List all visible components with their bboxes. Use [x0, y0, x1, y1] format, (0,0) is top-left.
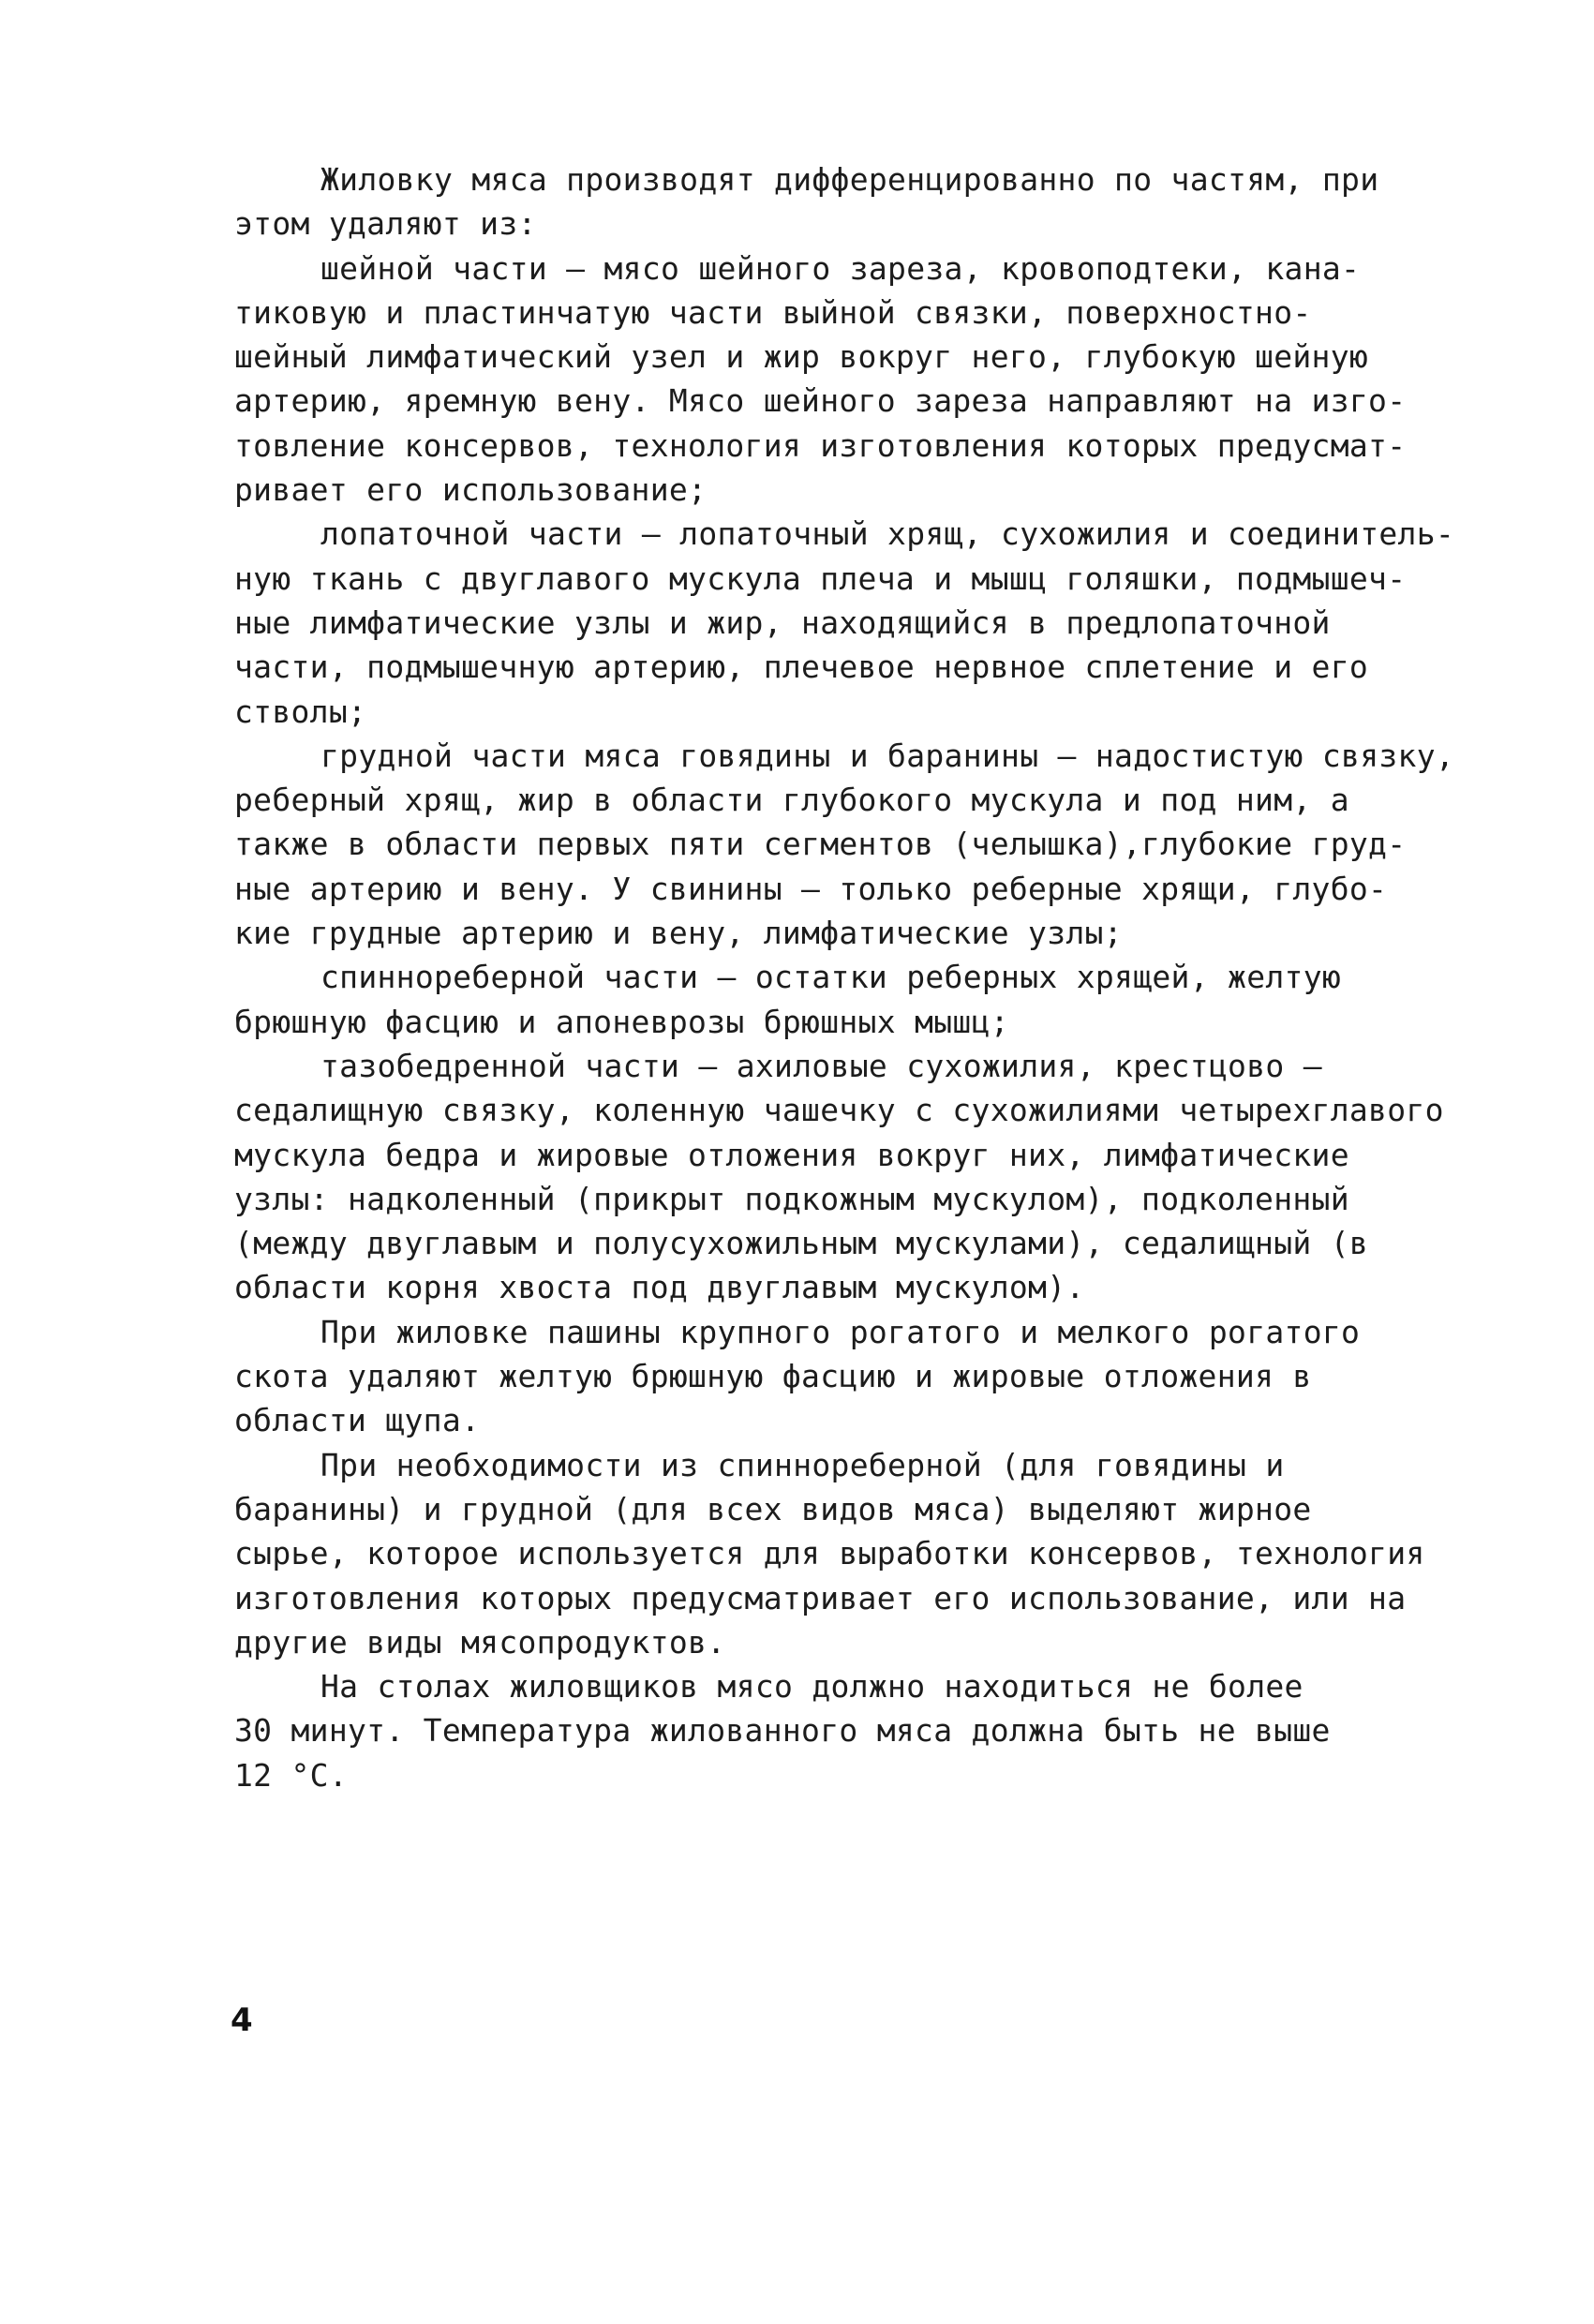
text-line: части, подмышечную артерию, плечевое нервное сплетение и его — [234, 648, 1369, 686]
text-line: шейной части – мясо шейного зареза, кровоподтеки, кана- — [320, 249, 1361, 287]
text-line: (между двуглавым и полусухожильным мускулами), седалищный (в — [234, 1225, 1369, 1262]
text-line: товление консервов, технология изготовления которых предусмат- — [234, 426, 1407, 464]
text-line: спиннореберной части – остатки реберных хрящей, желтую — [320, 959, 1342, 996]
text-line: артерию, яремную вену. Мясо шейного зареза направляют на изго- — [234, 382, 1407, 420]
text-line: шейный лимфатический узел и жир вокруг него, глубокую шейную — [234, 338, 1369, 376]
text-line: 30 минут. Температура жилованного мяса должна быть не выше — [234, 1712, 1331, 1750]
text-line: 12 °С. — [234, 1756, 349, 1794]
text-line: сырье, которое используется для выработки консервов, технология — [234, 1535, 1425, 1572]
text-line: тазобедренной части – ахиловые сухожилия, крестцово – — [320, 1047, 1322, 1084]
text-line: ные лимфатические узлы и жир, находящийся в предлопаточной — [234, 603, 1331, 641]
text-line: области щупа. — [234, 1402, 481, 1439]
text-line: лопаточной части – лопаточный хрящ, сухожилия и соединитель- — [320, 515, 1455, 553]
text-line: баранины) и грудной (для всех видов мяса) выделяют жирное — [234, 1490, 1312, 1527]
text-line: ные артерию и вену. У свинины – только реберные хрящи, глубо- — [234, 870, 1388, 907]
page-number: 4 — [231, 2002, 253, 2039]
text-line: узлы: надколенный (прикрыт подкожным мускулом), подколенный — [234, 1180, 1349, 1217]
text-line: области корня хвоста под двуглавым мускулом). — [234, 1269, 1085, 1306]
text-line: На столах жиловщиков мясо должно находиться не более — [320, 1668, 1304, 1706]
text-line: ную ткань с двуглавого мускула плеча и мышц голяшки, подмышеч- — [234, 559, 1407, 597]
text-line: брюшную фасцию и апоневрозы брюшных мышц; — [234, 1003, 1009, 1040]
text-line: мускула бедра и жировые отложения вокруг них, лимфатические — [234, 1136, 1349, 1173]
text-line: этом удаляют из: — [234, 205, 537, 243]
text-line: изготовления которых предусматривает его использование, или на — [234, 1579, 1407, 1616]
text-line: При необходимости из спиннореберной (для говядины и — [320, 1446, 1285, 1483]
text-line: Жиловку мяса производят дифференцированно по частям, при — [320, 161, 1379, 198]
text-line: также в области первых пяти сегментов (челышка),глубокие груд- — [234, 826, 1407, 863]
text-line: кие грудные артерию и вену, лимфатические узлы; — [234, 915, 1123, 952]
text-line: реберный хрящ, жир в области глубокого мускула и под ним, а — [234, 782, 1349, 819]
text-line: седалищную связку, коленную чашечку с сухожилиями четырехглавого — [234, 1092, 1444, 1129]
body-text — [234, 157, 1455, 1797]
text-line: При жиловке пашины крупного рогатого и мелкого рогатого — [320, 1313, 1361, 1350]
text-line: скота удаляют желтую брюшную фасцию и жировые отложения в — [234, 1358, 1312, 1395]
text-line: другие виды мясопродуктов. — [234, 1623, 726, 1661]
text-line: тиковую и пластинчатую части выйной связки, поверхностно- — [234, 293, 1312, 331]
text-line: грудной части мяса говядины и баранины – надостистую связку, — [320, 737, 1455, 774]
text-line: стволы; — [234, 693, 367, 730]
text-line: ривает его использование; — [234, 471, 708, 509]
